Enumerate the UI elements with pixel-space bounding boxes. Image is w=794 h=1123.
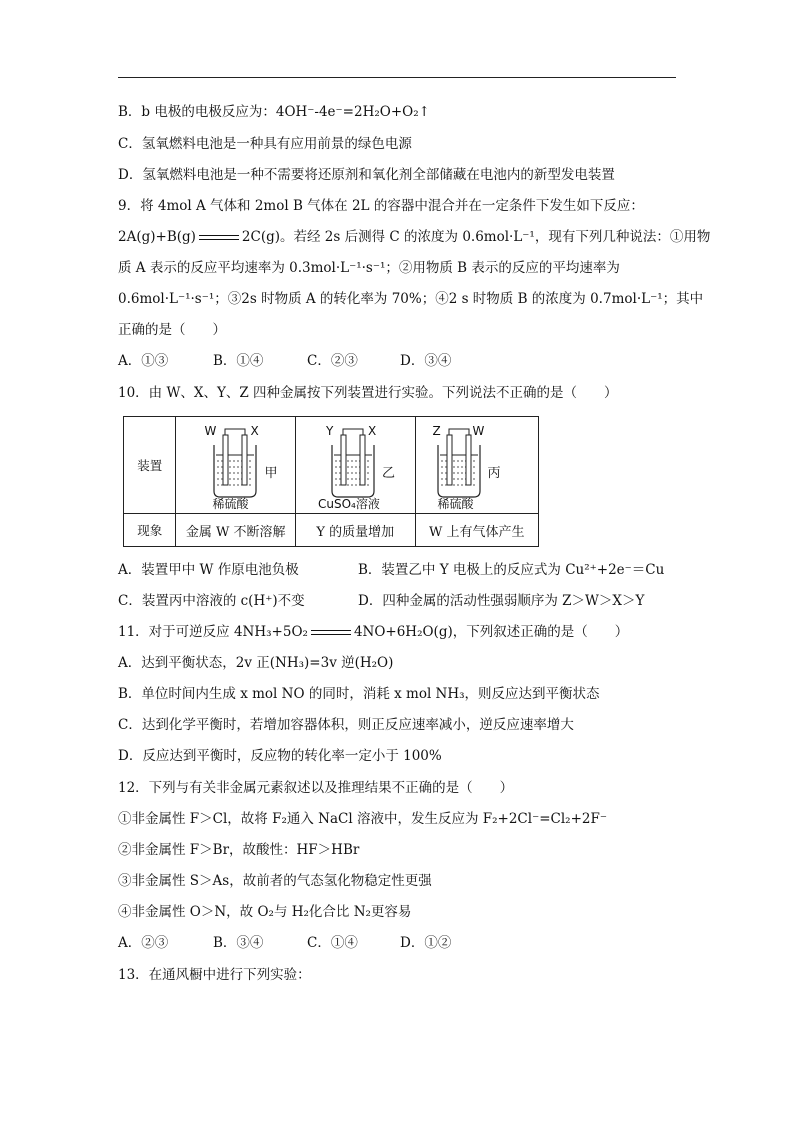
q11-stem-right: 4NO+6H₂O(g)，下列叙述正确的是（ ） bbox=[353, 624, 629, 640]
q12-option-c: C．①④ bbox=[307, 935, 358, 951]
q9-option-c: C．②③ bbox=[307, 353, 358, 369]
header-rule bbox=[118, 77, 676, 78]
question-9-line-4: 0.6mol·L⁻¹·s⁻¹；③2s 时物质 A 的转化率为 70%；④2 s 时物质 B 的浓度为 0.7mol·L⁻¹；其中 bbox=[118, 291, 704, 307]
q9-equation-left: 2A(g)+B(g) bbox=[118, 229, 196, 245]
question-9-line-5: 正确的是（ ） bbox=[118, 322, 226, 338]
phenomenon-bing: W 上有气体产生 bbox=[415, 514, 539, 547]
question-9-stem: 9．将 4mol A 气体和 2mol B 气体在 2L 的容器中混合并在一定条件下发生如下反应： bbox=[118, 198, 644, 214]
device-cell-jia: W X 甲 稀硫酸 bbox=[176, 417, 296, 514]
q10-option-c: C．装置丙中溶液的 c(H⁺)不变 bbox=[118, 593, 305, 609]
question-13-stem: 13．在通风橱中进行下列实验： bbox=[118, 967, 311, 983]
question-9-line-3: 质 A 表示的反应平均速率为 0.3mol·L⁻¹·s⁻¹；②用物质 B 表示的反应的平均速率为 bbox=[118, 260, 620, 276]
phenomenon-yi: Y 的质量增加 bbox=[295, 514, 415, 547]
q9-equation-right: 2C(g)。若经 2s 后测得 C 的浓度为 0.6mol·L⁻¹，现有下列几种说法：①用物 bbox=[241, 229, 711, 245]
question-9-equation-line bbox=[118, 228, 710, 246]
option-b-line: B．b 电极的电极反应为：4OH⁻-4e⁻=2H₂O+O₂↑ bbox=[118, 104, 430, 120]
device-cell-bing: Z W 丙 稀硫酸 bbox=[415, 417, 539, 514]
table-header-phenomenon: 现象 bbox=[124, 514, 176, 547]
q9-option-d: D．③④ bbox=[400, 353, 452, 369]
apparatus-table bbox=[123, 416, 539, 547]
question-11-stem bbox=[118, 623, 628, 641]
device-cell-yi: Y X 乙 CuSO₄溶液 bbox=[295, 417, 415, 514]
q11-stem-left: 11．对于可逆反应 4NH₃+5O₂ bbox=[118, 624, 308, 640]
q11-option-d: D．反应达到平衡时，反应物的转化率一定小于 100% bbox=[118, 748, 442, 764]
q9-option-a: A．①③ bbox=[118, 353, 169, 369]
q11-option-c: C．达到化学平衡时，若增加容器体积，则正反应速率减小，逆反应速率增大 bbox=[118, 717, 574, 733]
option-c-line: C．氢氧燃料电池是一种具有应用前景的绿色电源 bbox=[118, 136, 412, 152]
phenomenon-jia: 金属 W 不断溶解 bbox=[176, 514, 296, 547]
question-12-stem: 12．下列与有关非金属元素叙述以及推理结果不正确的是（ ） bbox=[118, 780, 514, 796]
question-10-stem: 10．由 W、X、Y、Z 四种金属按下列装置进行实验。下列说法不正确的是（ ） bbox=[118, 385, 618, 401]
equilibrium-arrow-icon bbox=[199, 233, 239, 243]
q12-statement-2: ②非金属性 F＞Br，故酸性：HF＞HBr bbox=[118, 842, 360, 858]
q10-option-a: A．装置甲中 W 作原电池负极 bbox=[118, 562, 299, 578]
q11-option-b: B．单位时间内生成 x mol NO 的同时，消耗 x mol NH₃，则反应达到平衡状态 bbox=[118, 686, 600, 702]
q12-option-b: B．③④ bbox=[213, 935, 264, 951]
q10-option-b: B．装置乙中 Y 电极上的反应式为 Cu²⁺+2e⁻＝Cu bbox=[358, 562, 665, 578]
q11-option-a: A．达到平衡状态，2v 正(NH₃)=3v 逆(H₂O) bbox=[118, 655, 394, 671]
q9-option-b: B．①④ bbox=[213, 353, 264, 369]
q12-statement-3: ③非金属性 S＞As，故前者的气态氢化物稳定性更强 bbox=[118, 873, 432, 889]
q12-option-d: D．①② bbox=[400, 935, 452, 951]
equilibrium-arrow-icon bbox=[311, 628, 351, 638]
q10-option-d: D．四种金属的活动性强弱顺序为 Z＞W＞X＞Y bbox=[358, 593, 645, 609]
q12-statement-1: ①非金属性 F＞Cl，故将 F₂通入 NaCl 溶液中，发生反应为 F₂+2Cl⁻=Cl₂+2F⁻ bbox=[118, 811, 607, 827]
q12-statement-4: ④非金属性 O＞N，故 O₂与 H₂化合比 N₂更容易 bbox=[118, 904, 412, 920]
option-d-line: D．氢氧燃料电池是一种不需要将还原剂和氧化剂全部储藏在电池内的新型发电装置 bbox=[118, 167, 615, 183]
table-header-device: 装置 bbox=[124, 417, 176, 514]
q12-option-a: A．②③ bbox=[118, 935, 169, 951]
